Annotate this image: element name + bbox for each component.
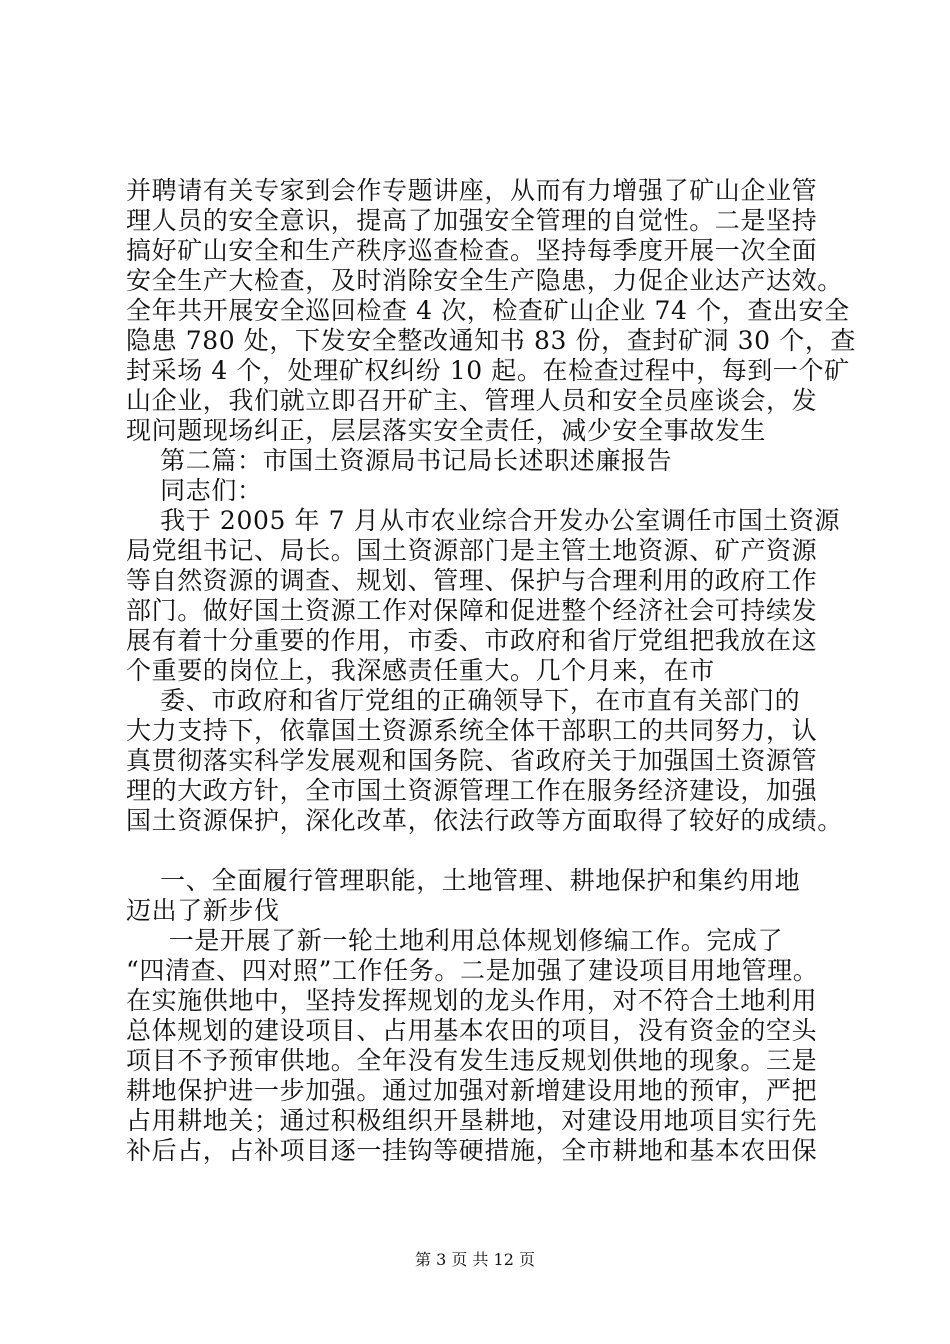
text-line: 个重要的岗位上，我深感责任重大。几个月来，在市 xyxy=(126,656,715,685)
text-line: 理人员的安全意识，提高了加强安全管理的自觉性。二是坚持 xyxy=(126,206,818,235)
text-line: 委、市政府和省厅党组的正确领导下，在市直有关部门的 xyxy=(126,686,801,715)
text-line: 展有着十分重要的作用，市委、市政府和省厅党组把我放在这 xyxy=(126,626,818,655)
text-line: 一是开展了新一轮土地利用总体规划修编工作。完成了 xyxy=(126,926,784,955)
text-line: 在实施供地中，坚持发挥规划的龙头作用，对不符合土地利用 xyxy=(126,986,818,1015)
text-line: 安全生产大检查，及时消除安全生产隐患，力促企业达产达效。 xyxy=(126,266,843,295)
text-line: 占用耕地关；通过积极组织开垦耕地，对建设用地项目实行先 xyxy=(126,1106,818,1135)
section-heading: 一、全面履行管理职能，土地管理、耕地保护和集约用地 xyxy=(126,866,801,895)
text-line: 大力支持下，依靠国土资源系统全体干部职工的共同努力，认 xyxy=(126,716,818,745)
salutation: 同志们： xyxy=(126,476,263,505)
text-line: 迈出了新步伐 xyxy=(126,896,280,925)
text-line: 总体规划的建设项目、占用基本农田的项目，没有资金的空头 xyxy=(126,1016,818,1045)
text-line: 国土资源保护，深化改革，依法行政等方面取得了较好的成绩。 xyxy=(126,806,843,835)
text-line: 理的大政方针，全市国土资源管理工作在服务经济建设，加强 xyxy=(126,776,818,805)
text-line: 耕地保护进一步加强。通过加强对新增建设用地的预审，严把 xyxy=(126,1076,818,1105)
text-line: 等自然资源的调查、规划、管理、保护与合理利用的政府工作 xyxy=(126,566,818,595)
text-line: 补后占，占补项目逐一挂钩等硬措施，全市耕地和基本农田保 xyxy=(126,1136,818,1165)
text-line: 隐患 780 处，下发安全整改通知书 83 份，查封矿洞 30 个，查 xyxy=(126,326,857,355)
text-line: 并聘请有关专家到会作专题讲座，从而有力增强了矿山企业管 xyxy=(126,176,818,205)
text-line: 山企业，我们就立即召开矿主、管理人员和安全员座谈会，发 xyxy=(126,386,818,415)
section-heading: 第二篇：市国土资源局书记局长述职述廉报告 xyxy=(126,446,673,475)
text-line: 现问题现场纠正，层层落实安全责任，减少安全事故发生 xyxy=(126,416,767,445)
text-line: “四清查、四对照”工作任务。二是加强了建设项目用地管理。 xyxy=(126,956,819,985)
text-line: 全年共开展安全巡回检查 4 次，检查矿山企业 74 个，查出安全 xyxy=(126,296,850,325)
text-line: 项目不予预审供地。全年没有发生违反规划供地的现象。三是 xyxy=(126,1046,818,1075)
text-line: 搞好矿山安全和生产秩序巡查检查。坚持每季度开展一次全面 xyxy=(126,236,818,265)
text-line: 真贯彻落实科学发展观和国务院、省政府关于加强国土资源管 xyxy=(126,746,818,775)
text-line: 局党组书记、局长。国土资源部门是主管土地资源、矿产资源 xyxy=(126,536,818,565)
text-line: 我于 2005 年 7 月从市农业综合开发办公室调任市国土资源 xyxy=(126,506,841,535)
text-line: 部门。做好国土资源工作对保障和促进整个经济社会可持续发 xyxy=(126,596,818,625)
page-footer: 第 3 页 共 12 页 xyxy=(415,1250,535,1269)
text-line: 封采场 4 个，处理矿权纠纷 10 起。在检查过程中，每到一个矿 xyxy=(126,356,850,385)
